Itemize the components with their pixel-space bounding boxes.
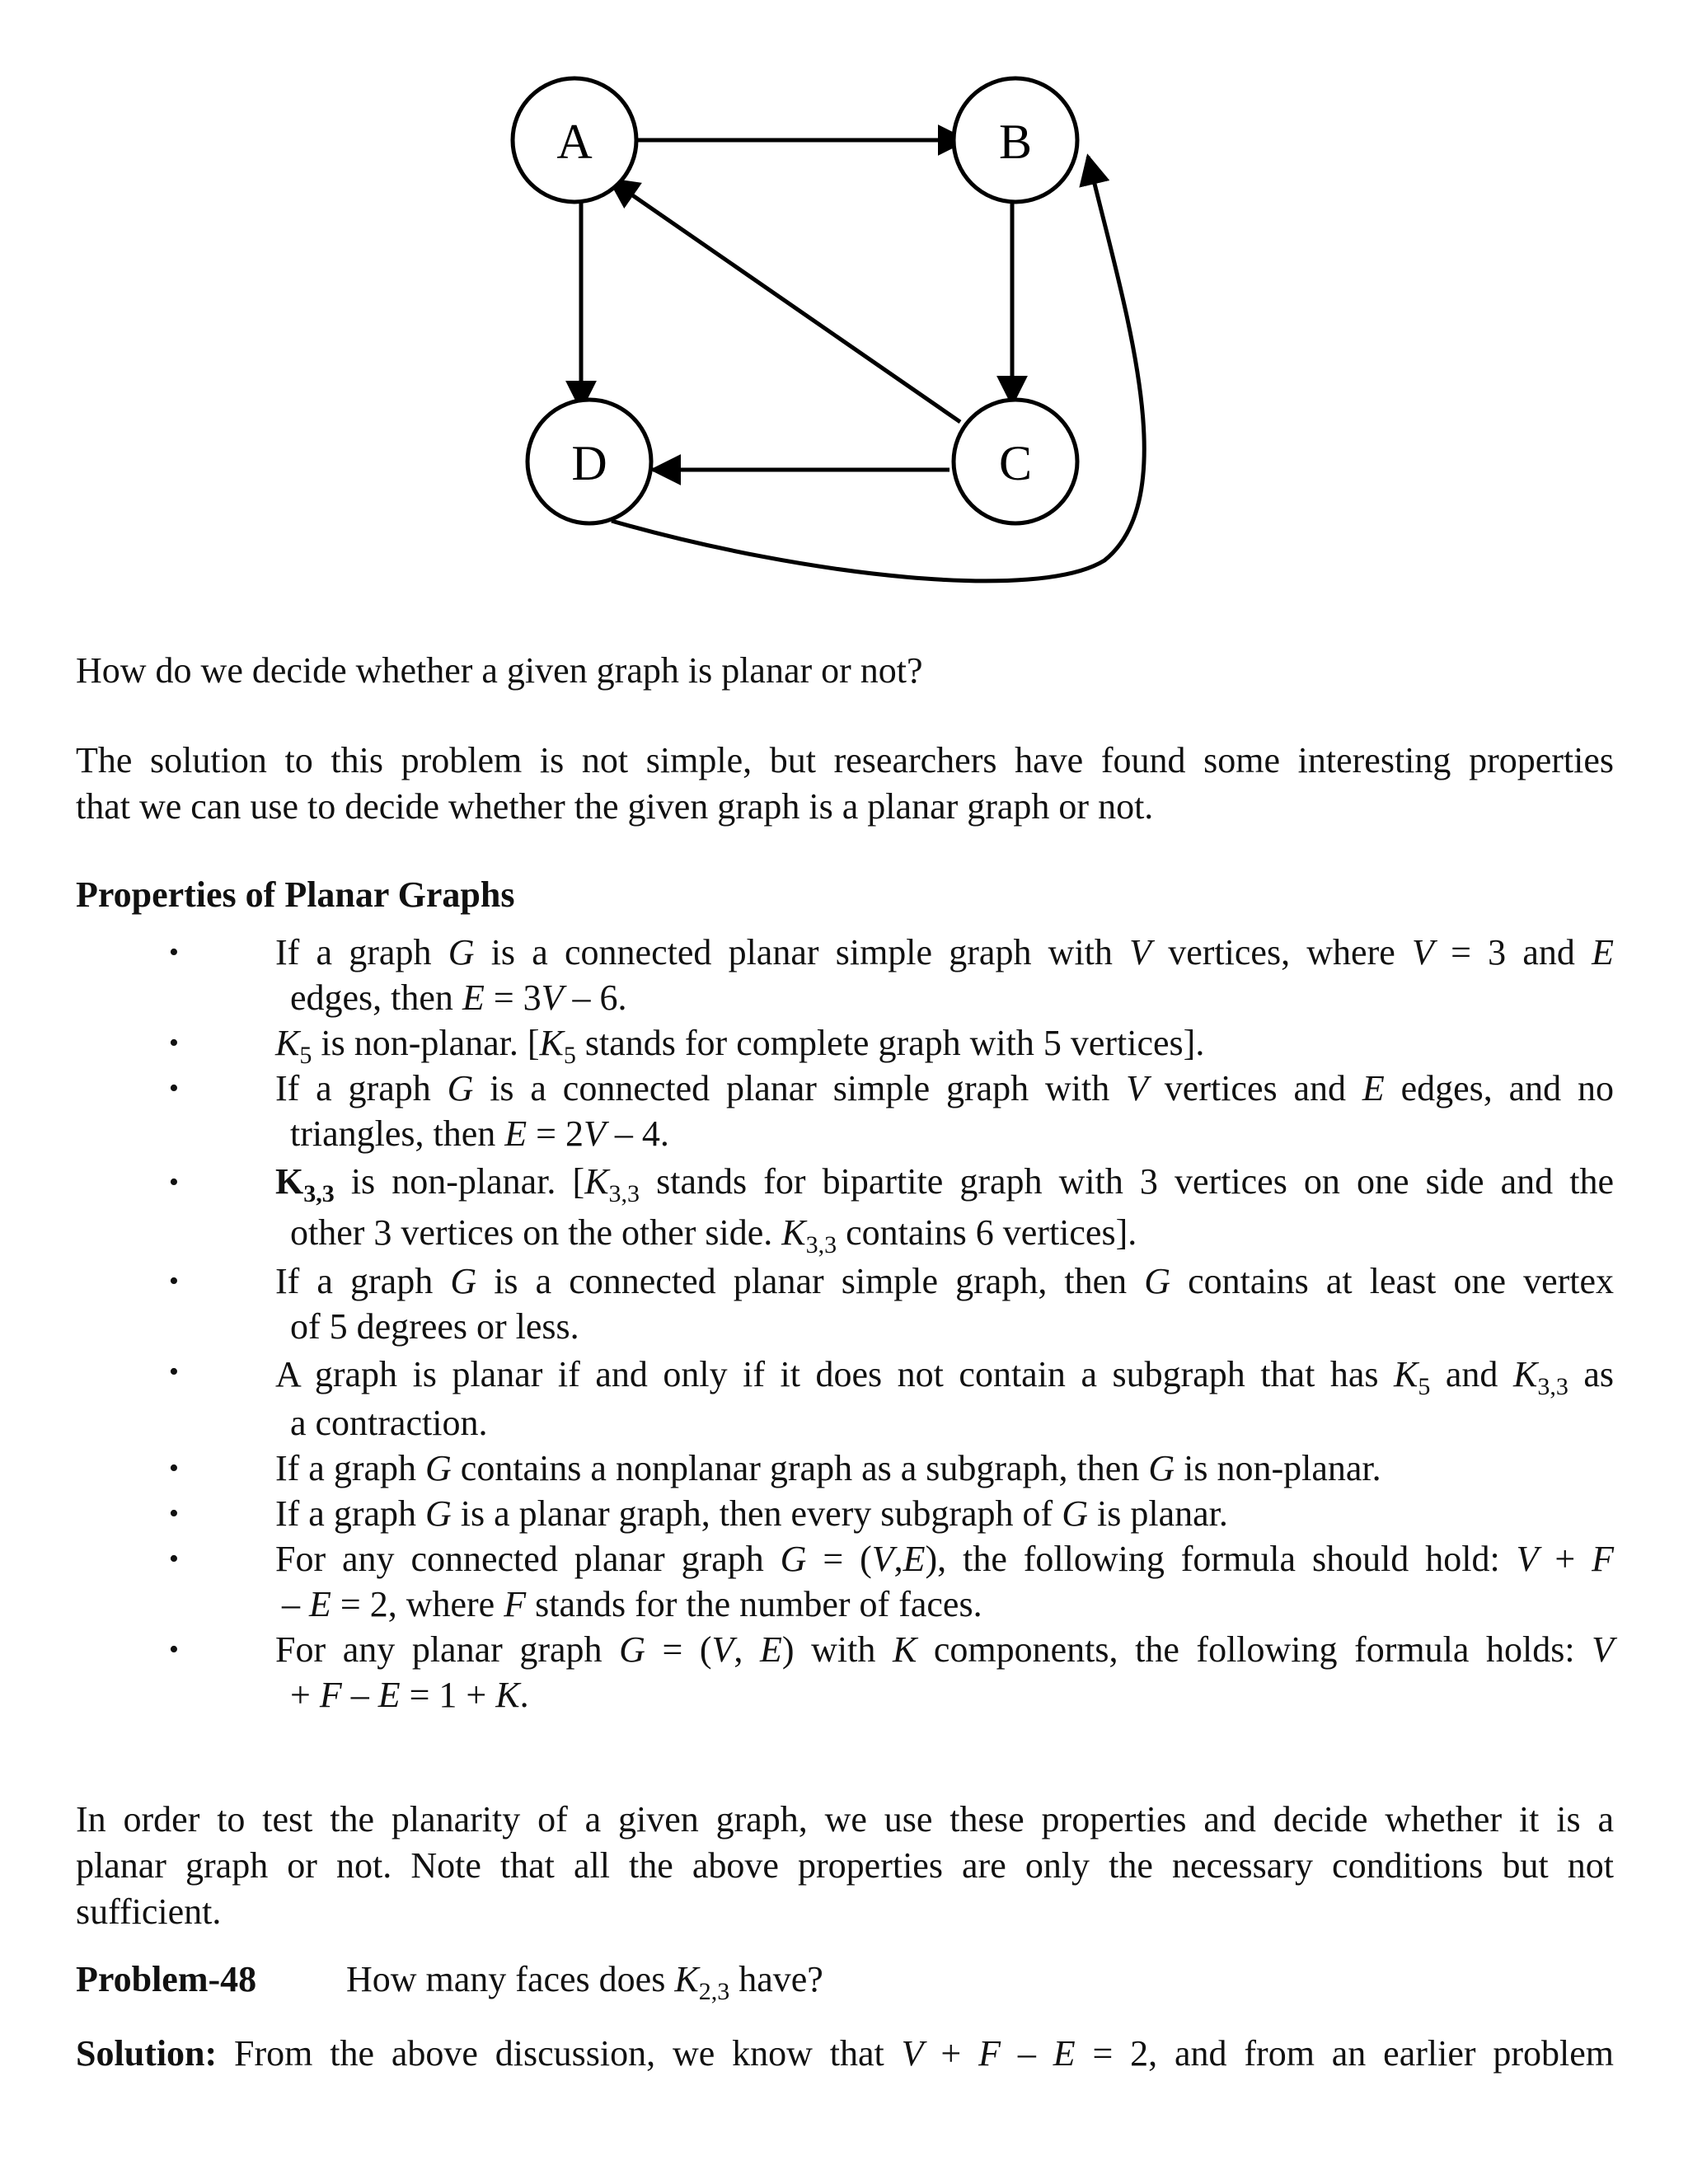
intro-line-2: that we can use to decide whether the given graph is a planar graph or not.: [76, 786, 1154, 827]
edge-d-to-b: [612, 157, 1144, 581]
question-text: How do we decide whether a given graph is planar or not?: [76, 650, 923, 691]
bullet-icon: •: [169, 1028, 179, 1058]
node-a: [513, 78, 636, 202]
svg-text:B: B: [998, 115, 1033, 169]
property-item: • If a graph G contains a nonplanar graph as a subgraph, then G is non-planar.: [0, 1446, 1614, 1491]
svg-text:C: C: [998, 436, 1033, 490]
bullet-icon: •: [169, 1453, 179, 1483]
node-b: [954, 78, 1077, 202]
property-item: • A graph is planar if and only if it does not contain a subgraph that has $K_5$ and $K_{3,3}$ as a contraction.: [0, 1349, 1614, 1446]
svg-text:A: A: [556, 115, 593, 169]
intro-line-1: The solution to this problem is not simple, but researchers have found some interesting properties: [76, 740, 1614, 780]
property-item: • $K_5$ is non-planar. [$K_5$ stands for complete graph with 5 vertices].: [0, 1020, 1614, 1066]
bullet-icon: •: [169, 1073, 179, 1104]
problem-label: Problem-48: [76, 1959, 257, 1999]
section-heading: Properties of Planar Graphs: [76, 874, 515, 915]
property-item: • $K_{3,3}$ is non-planar. [$K_{3,3}$ stands for bipartite graph with 3 vertices on one side and the other 3 vertices on the other side. $K_{3,3}$ contains 6 vertices].: [169, 1161, 1614, 1258]
directed-graph-figure: [462, 66, 1203, 626]
node-d: [528, 400, 651, 523]
intro-paragraph: [76, 738, 1614, 830]
property-item: • For any planar graph G = (V, E) with K components, the following formula holds: V + F – E = 1 + K.: [0, 1627, 1614, 1718]
solution-text: Solution: From the above discussion, we know that V + F – E = 2, and from an earlier problem: [76, 2033, 1615, 2074]
bullet-icon: •: [169, 937, 179, 968]
property-item: • For any connected planar graph G = (V,E), the following formula should hold: V + F – E = 2, where F stands for the number of faces.: [0, 1536, 1614, 1627]
property-item: • If a graph G is a planar graph, then every subgraph of G is planar.: [0, 1491, 1614, 1536]
properties-list: [0, 930, 1614, 1718]
bullet-icon: •: [169, 1498, 179, 1529]
edge-c-to-a: [610, 180, 960, 422]
svg-text:D: D: [571, 436, 607, 490]
bullet-icon: •: [169, 1544, 179, 1574]
closing-paragraph: In order to test the planarity of a given graph, we use these properties and decide whether it is a planar graph or not. Note that all the above properties are only the necessary conditions but not sufficient.: [76, 1799, 1614, 1932]
bullet-icon: •: [169, 1266, 179, 1296]
solution-label: Solution:: [76, 2033, 218, 2074]
bullet-icon: •: [169, 1634, 179, 1665]
bullet-icon: •: [169, 1167, 179, 1197]
node-c: [954, 400, 1077, 523]
property-item: • If a graph G is a connected planar simple graph, then G contains at least one vertex of 5 degrees or less.: [0, 1258, 1614, 1349]
problem-48: Problem-48 How many faces does $K_{2,3}$ have?: [76, 1959, 823, 2005]
property-item: • If a graph G is a connected planar simple graph with V vertices, where V = 3 and E edges, then E = 3V – 6.: [0, 930, 1614, 1020]
bullet-icon: •: [169, 1357, 179, 1387]
property-item: • If a graph G is a connected planar simple graph with V vertices and E edges, and no triangles, then E = 2V – 4.: [0, 1066, 1614, 1156]
